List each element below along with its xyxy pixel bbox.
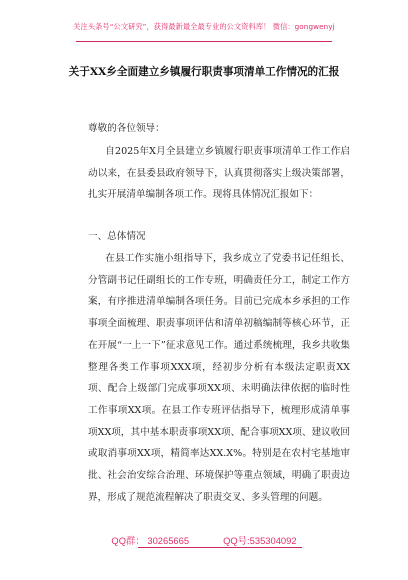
- salutation: 尊敬的各位领导：: [88, 123, 165, 134]
- paragraph-intro: 自2025年X月全县建立乡镇履行职责事项清单工作工作启动以来，在县委县政府领导下，认真贯彻落实上级决策部署，扎实开展清单编制各项工作。现将具体情况汇报如下：: [88, 146, 350, 201]
- header-divider: [76, 41, 332, 42]
- footer-qq-group: QQ群： 30265665: [111, 535, 190, 546]
- footer-qq-number: QQ号:535304092: [223, 535, 297, 546]
- header-banner: 关注头条号“公文研究”，获得最新最全最专业的公文资料库！ 微信：gongwenyj: [73, 22, 335, 31]
- footer-divider: [138, 547, 302, 548]
- document-title: 关于XX乡全面建立乡镇履行职责事项清单工作情况的汇报: [68, 66, 340, 78]
- footer-contact: [0, 533, 408, 547]
- paragraph-overview: 在县工作实施小组指导下，我乡成立了党委书记任组长、分管副书记任副组长的工作专班，明确责任分工，制定工作方案，有序推进清单编制各项任务。目前已完成本乡承担的工作事项全面梳理、职责事项评估和清单初稿编制等核心环节，正在开展“一上一下”征求意见工作。通过系统梳理，我乡共收集整理各类工作事项XXX项，经初步分析有本级法定职责XX项、配合上级部门完成事项XX项、未明确法律依据的临时性工作事项XX项。在县工作专班评估指导下，梳理形成清单事项XX项，其中基本职责事项XX项、配合事项XX项、建议收回或取消事项XX项，精简率达XX.X%。特别是在农村宅基地审批、社会治安综合治理、环境保护等重点领域，明确了职责边界，形成了规范流程解决了职责交叉、多头管理的问题。: [88, 253, 350, 503]
- section-heading: 一、总体情况: [88, 231, 146, 242]
